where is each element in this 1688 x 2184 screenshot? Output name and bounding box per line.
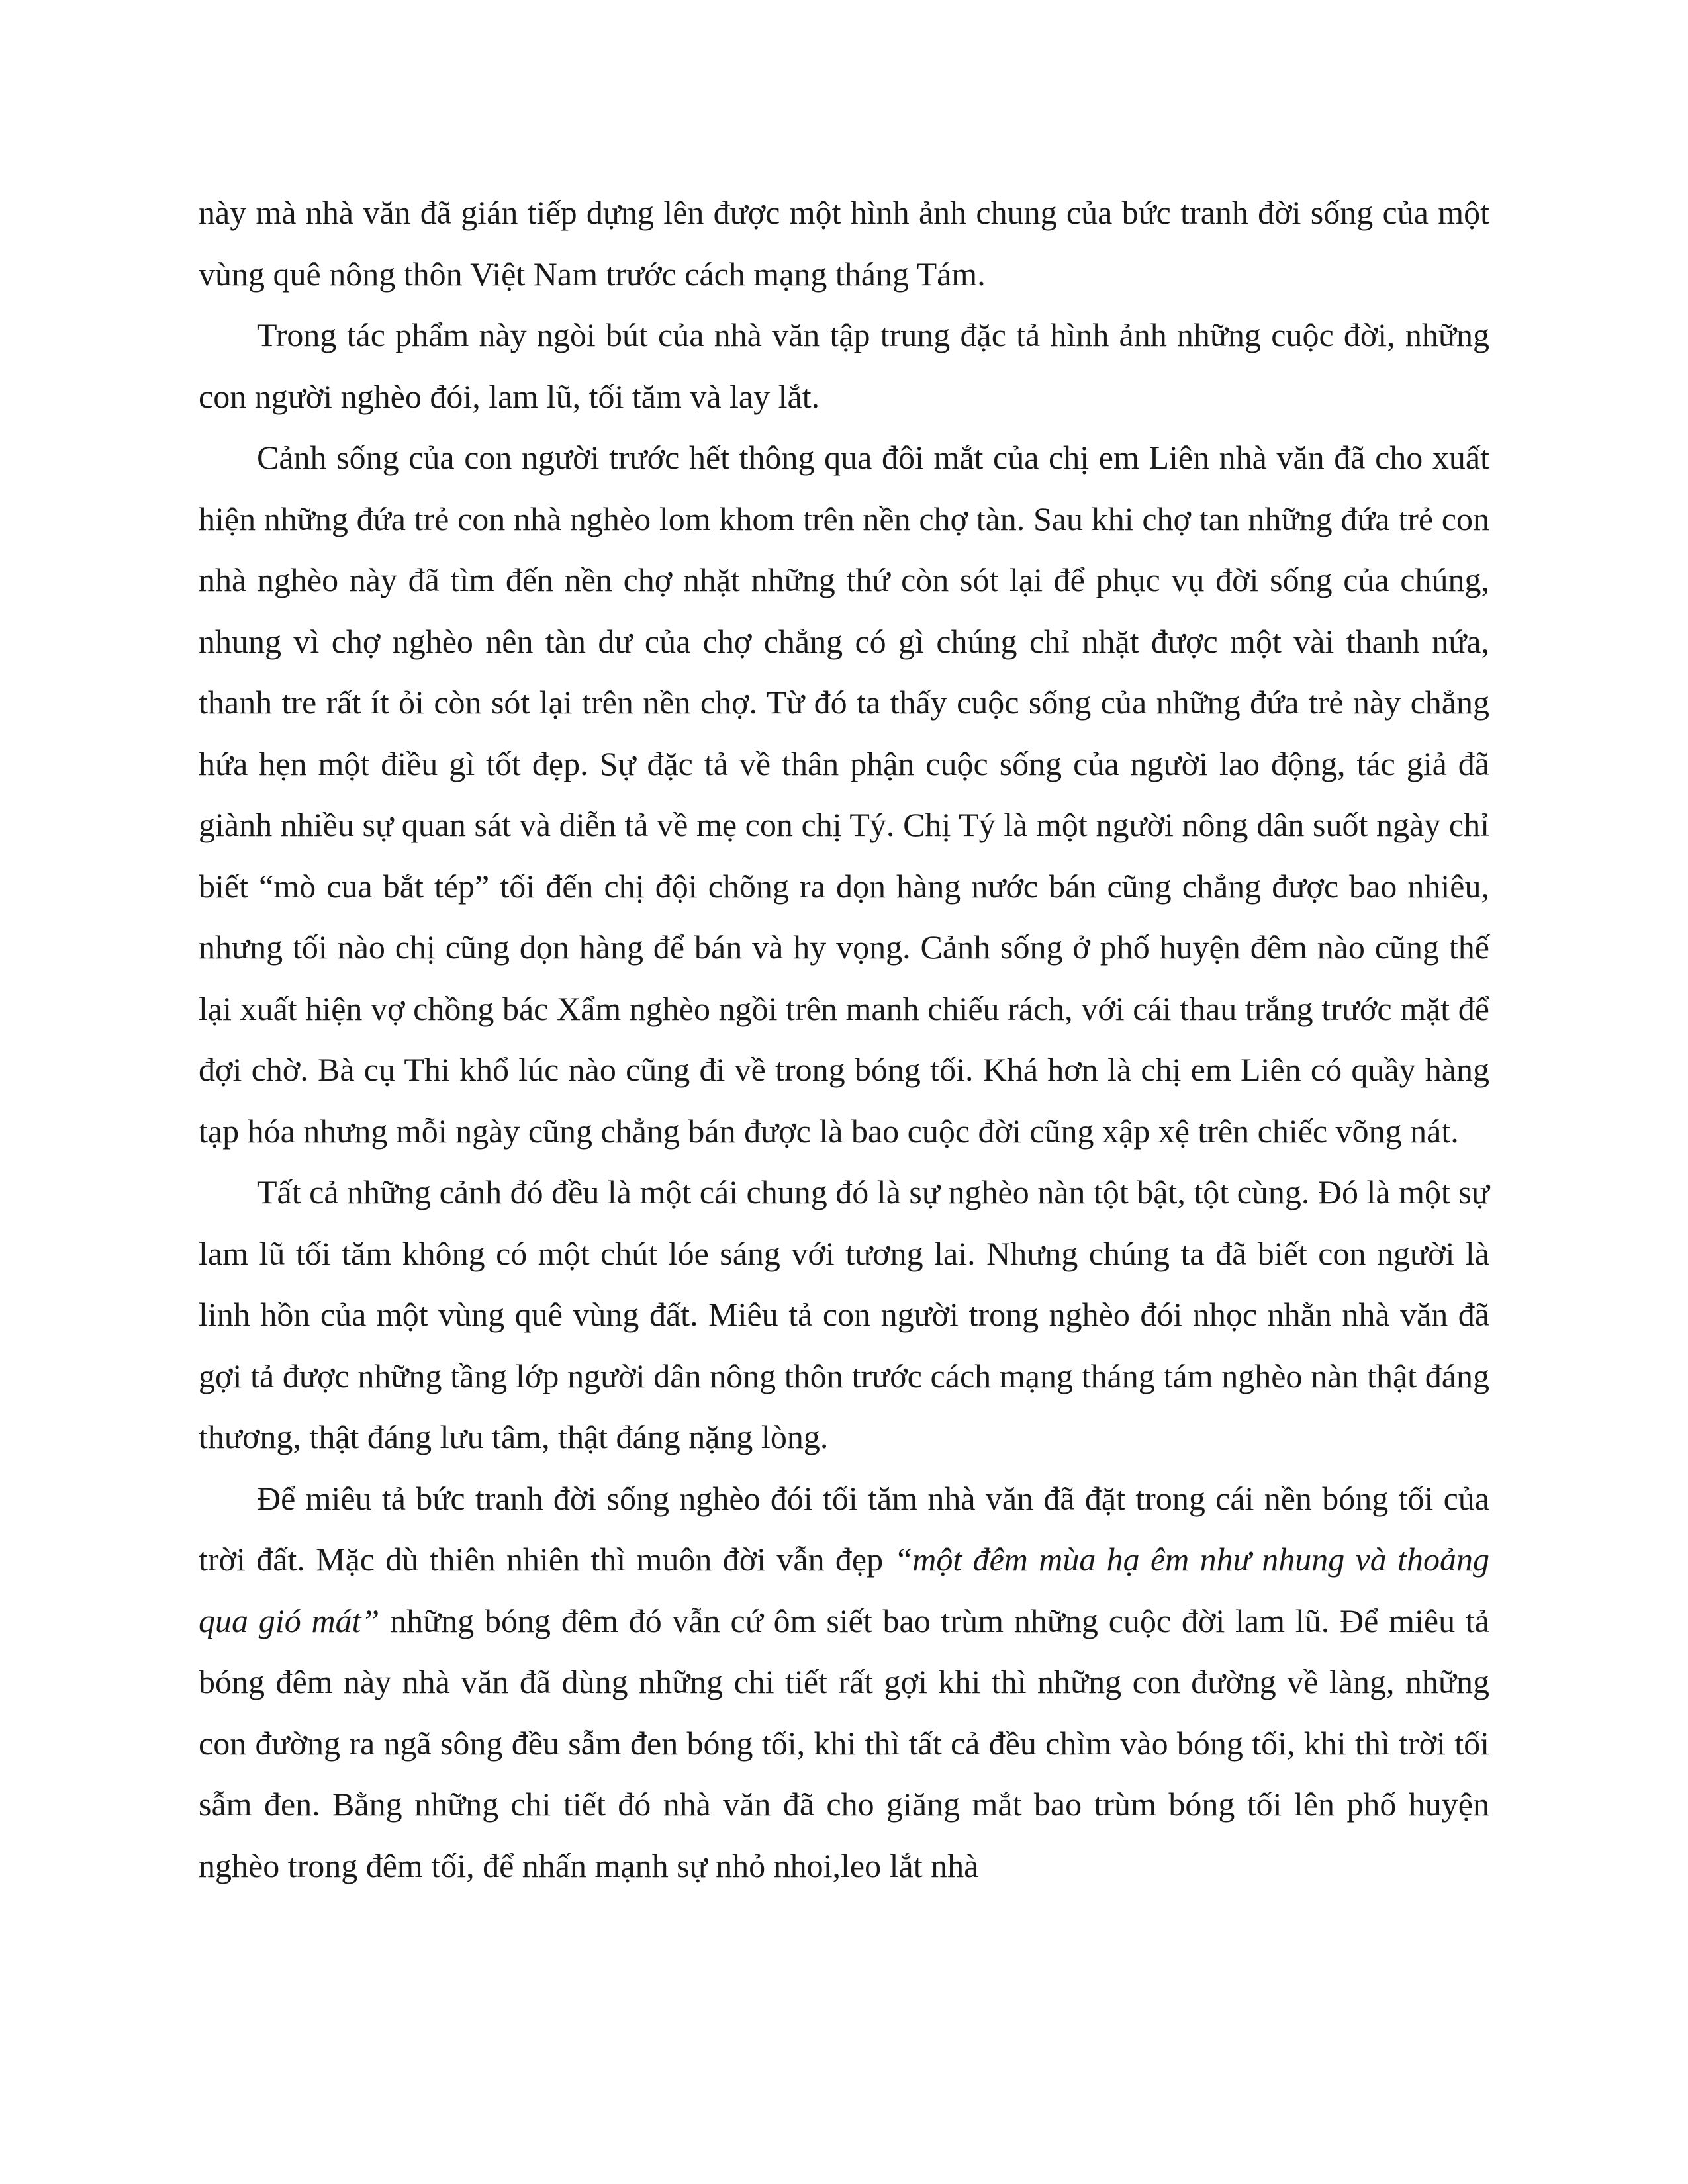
paragraph-5-before: Để miêu tả bức tranh đời sống nghèo đói tối tăm nhà văn đã đặt trong cái nền bóng tối của trời đất. Mặc dù thiên nhiên thì muôn đời vẫn đẹp (199, 1479, 1489, 1578)
paragraph-2: Trong tác phẩm này ngòi bút của nhà văn tập trung đặc tả hình ảnh những cuộc đời, những con người nghèo đói, lam lũ, tối tăm và lay lắt. (199, 316, 1489, 415)
paragraph-5-after: những bóng đêm đó vẫn cứ ôm siết bao trùm những cuộc đời lam lũ. Để miêu tả bóng đêm này nhà văn đã dùng những chi tiết rất gợi khi thì những con đường về làng, những con đường ra ngã sông đều sẫm đen bóng tối, khi thì tất cả đều chìm vào bóng tối, khi thì trời tối sẫm đen. Bằng những chi tiết đó nhà văn đã cho giăng mắt bao trùm bóng tối lên phố huyện nghèo trong đêm tối, để nhấn mạnh sự nhỏ nhoi,leo lắt nhà (199, 1602, 1489, 1884)
paragraph-4: Tất cả những cảnh đó đều là một cái chung đó là sự nghèo nàn tột bật, tột cùng. Đó là một sự lam lũ tối tăm không có một chút lóe sáng với tương lai. Nhưng chúng ta đã biết con người là linh hồn của một vùng quê vùng đất. Miêu tả con người trong nghèo đói nhọc nhằn nhà văn đã gợi tả được những tầng lớp người dân nông thôn trước cách mạng tháng tám nghèo nàn thật đáng thương, thật đáng lưu tâm, thật đáng nặng lòng. (199, 1173, 1489, 1455)
paragraph-5 (199, 1468, 1489, 1897)
italic-quote: “một đêm mùa hạ êm như nhung và thoảng qua gió mát” (199, 1541, 1489, 1639)
paragraph-3: Cảnh sống của con người trước hết thông qua đôi mắt của chị em Liên nhà văn đã cho xuất hiện những đứa trẻ con nhà nghèo lom khom trên nền chợ tàn. Sau khi chợ tan những đứa trẻ con nhà nghèo này đã tìm đến nền chợ nhặt những thứ còn sót lại để phục vụ đời sống của chúng, nhung vì chợ nghèo nên tàn dư của chợ chẳng có gì chúng chỉ nhặt được một vài thanh nứa, thanh tre rất ít ỏi còn sót lại trên nền chợ. Từ đó ta thấy cuộc sống của những đứa trẻ này chẳng hứa hẹn một điều gì tốt đẹp. Sự đặc tả về thân phận cuộc sống của người lao động, tác giả đã giành nhiều sự quan sát và diễn tả về mẹ con chị Tý. Chị Tý là một người nông dân suốt ngày chỉ biết “mò cua bắt tép” tối đến chị đội chõng ra dọn hàng nước bán cũng chẳng được bao nhiêu, nhưng tối nào chị cũng dọn hàng để bán và hy vọng. Cảnh sống ở phố huyện đêm nào cũng thế lại xuất hiện vợ chồng bác Xẩm nghèo ngồi trên manh chiếu rách, với cái thau trắng trước mặt để đợi chờ. Bà cụ Thi khổ lúc nào cũng đi về trong bóng tối. Khá hơn là chị em Liên có quầy hàng tạp hóa nhưng mỗi ngày cũng chẳng bán được là bao cuộc đời cũng xập xệ trên chiếc võng nát. (199, 439, 1489, 1150)
paragraph-1: này mà nhà văn đã gián tiếp dựng lên được một hình ảnh chung của bức tranh đời sống của một vùng quê nông thôn Việt Nam trước cách mạng tháng Tám. (199, 194, 1489, 293)
document-body (199, 182, 1489, 1896)
